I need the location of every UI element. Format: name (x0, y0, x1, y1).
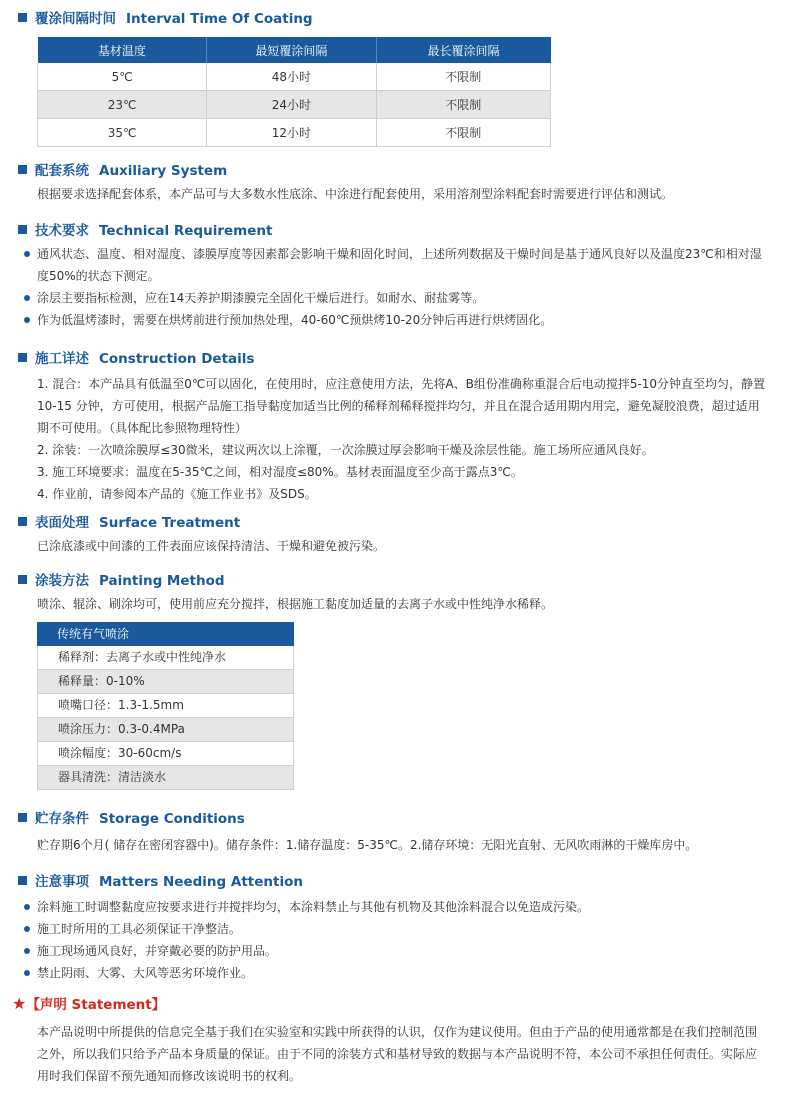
surface-text: 已涂底漆或中间漆的工件表面应该保持清洁、干燥和避免被污染。 (37, 539, 386, 553)
construction-item: 1. 混合：本产品具有低温至0℃可以固化，在使用时，应注意使用方法，先将A、B组份准确称重混合后电动搅拌5-10分钟直至均匀，静置10-15 分钟，方可使用，根据产品施工指导黏度加适当比例的稀释剂稀释搅拌均匀，并且在混合适用期内用完，避免凝胶浪费，超过适用期不可使用。（具体配比参照物理特性） (37, 377, 766, 435)
list-item: 通风状态、温度、相对湿度、漆膜厚度等因素都会影响干燥和固化时间，上述所列数据及干燥时间是基于通风良好以及温度23℃和相对湿度50%的状态下测定。 (24, 243, 769, 287)
square-bullet-icon (18, 517, 27, 526)
section-title-construction: 施工详述 Construction Details (18, 349, 254, 369)
construction-item: 2. 涂装：一次喷涂膜厚≤30微米，建议两次以上涂覆，一次涂膜过厚会影响干燥及涂层性能。施工场所应通风良好。 (37, 443, 654, 457)
table-row: 喷涂幅度：30-60cm/s (37, 742, 294, 766)
interval-table (37, 37, 551, 147)
section-title-interval: 覆涂间隔时间 Interval Time Of Coating (18, 9, 313, 29)
column-header: 最长覆涂间隔 (376, 37, 550, 63)
technical-list (24, 243, 769, 331)
table-cell: 35℃ (38, 119, 207, 147)
painting-table (37, 622, 294, 790)
table-cell: 不限制 (376, 119, 550, 147)
table-cell: 不限制 (376, 63, 550, 91)
bullet-dot-icon (24, 970, 30, 976)
section-title-storage: 贮存条件 Storage Conditions (18, 809, 245, 829)
bullet-dot-icon (24, 926, 30, 932)
column-header: 基材温度 (38, 37, 207, 63)
table-row: 稀释量：0-10% (37, 670, 294, 694)
square-bullet-icon (18, 575, 27, 584)
attention-list (24, 896, 769, 984)
square-bullet-icon (18, 13, 27, 22)
table-header-row (38, 37, 551, 63)
square-bullet-icon (18, 225, 27, 234)
table-row (38, 119, 551, 147)
bullet-dot-icon (24, 251, 30, 257)
section-title-surface: 表面处理 Surface Treatment (18, 513, 240, 533)
table-cell: 24小时 (207, 91, 376, 119)
section-title-technical: 技术要求 Technical Requirement (18, 221, 272, 241)
square-bullet-icon (18, 353, 27, 362)
list-item: 施工现场通风良好，并穿戴必要的防护用品。 (24, 940, 769, 962)
table-row: 稀释剂：去离子水或中性纯净水 (37, 646, 294, 670)
bullet-dot-icon (24, 948, 30, 954)
statement-title: ★【声明 Statement】 (12, 994, 166, 1013)
table-cell: 48小时 (207, 63, 376, 91)
list-item: 施工时所用的工具必须保证干净整洁。 (24, 918, 769, 940)
square-bullet-icon (18, 165, 27, 174)
painting-text: 喷涂、辊涂、刷涂均可，使用前应充分搅拌，根据施工黏度加适量的去离子水或中性纯净水稀释。 (37, 597, 554, 611)
square-bullet-icon (18, 876, 27, 885)
list-item: 禁止阴雨、大雾、大风等恶劣环境作业。 (24, 962, 769, 984)
table-cell: 不限制 (376, 91, 550, 119)
storage-text: 贮存期6个月( 储存在密闭容器中)。储存条件：1.储存温度：5-35℃。2.储存环境：无阳光直射、无风吹雨淋的干燥库房中。 (37, 838, 698, 852)
bullet-dot-icon (24, 904, 30, 910)
column-header: 最短覆涂间隔 (207, 37, 376, 63)
section-title-auxiliary: 配套系统 Auxiliary System (18, 161, 227, 181)
table-row: 喷涂压力：0.3-0.4MPa (37, 718, 294, 742)
list-item: 涂料施工时调整黏度应按要求进行并搅拌均匀，本涂料禁止与其他有机物及其他涂料混合以免造成污染。 (24, 896, 769, 918)
section-title-attention: 注意事项 Matters Needing Attention (18, 872, 303, 892)
painting-table-header: 传统有气喷涂 (37, 622, 294, 646)
section-title-painting: 涂装方法 Painting Method (18, 571, 225, 591)
table-cell: 23℃ (38, 91, 207, 119)
construction-item: 4. 作业前，请参阅本产品的《施工作业书》及SDS。 (37, 487, 317, 501)
list-item: 作为低温烤漆时，需要在烘烤前进行预加热处理，40-60℃预烘烤10-20分钟后再进行烘烤固化。 (24, 309, 769, 331)
construction-item: 3. 施工环境要求：温度在5-35℃之间，相对湿度≤80%。基材表面温度至少高于露点3℃。 (37, 465, 523, 479)
table-row (38, 91, 551, 119)
table-cell: 5℃ (38, 63, 207, 91)
table-cell: 12小时 (207, 119, 376, 147)
square-bullet-icon (18, 813, 27, 822)
list-item: 涂层主要指标检测，应在14天养护期漆膜完全固化干燥后进行。如耐水、耐盐雾等。 (24, 287, 769, 309)
construction-details (37, 373, 767, 505)
bullet-dot-icon (24, 317, 30, 323)
auxiliary-text: 根据要求选择配套体系，本产品可与大多数水性底涂、中涂进行配套使用，采用溶剂型涂料配套时需要进行评估和测试。 (37, 187, 674, 201)
table-row: 器具清洗：清洁淡水 (37, 766, 294, 790)
star-icon: ★ (12, 994, 27, 1013)
statement-text: 本产品说明中所提供的信息完全基于我们在实验室和实践中所获得的认识，仅作为建议使用。但由于产品的使用通常都是在我们控制范围之外，所以我们只给予产品本身质量的保证。由于不同的涂装方式和基材导致的数据与本产品说明不符，本公司不承担任何责任。实际应用时我们保留不预先通知而修改该说明书的权利。 (37, 1025, 758, 1083)
table-row: 喷嘴口径：1.3-1.5mm (37, 694, 294, 718)
bullet-dot-icon (24, 295, 30, 301)
table-row (38, 63, 551, 91)
